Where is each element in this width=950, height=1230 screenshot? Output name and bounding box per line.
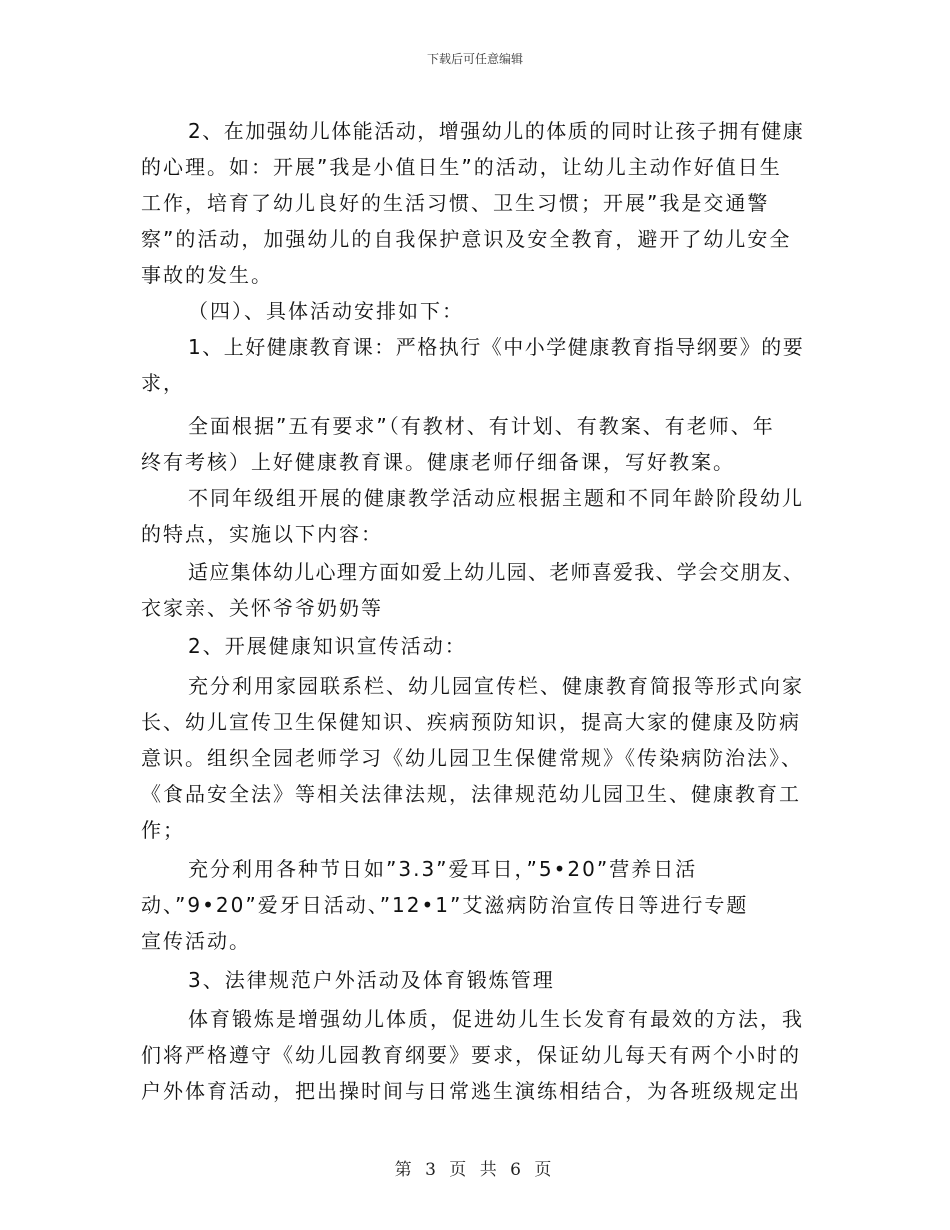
text-line: 动、”9•20”爱牙日活动、”12•1”艾滋病防治宣传日等进行专题 (141, 893, 749, 917)
text-line: 终有考核）上好健康教育课。健康老师仔细备课，写好教案。 (141, 450, 735, 474)
text-line: 不同年级组开展的健康教学活动应根据主题和不同年龄阶段幼儿 (188, 486, 804, 510)
text-line: 适应集体幼儿心理方面如爱上幼儿园、老师喜爱我、学会交朋友、 (188, 560, 805, 584)
text-line: 户外体育活动，把出操时间与日常逃生演练相结合，为各班级规定出 (141, 1079, 801, 1103)
text-line: 1、上好健康教育课：严格执行《中小学健康教育指导纲要》的要 (188, 335, 805, 359)
text-line: 充分利用各种节日如”3.3”爱耳日，”5•20”营养日活 (188, 857, 698, 881)
text-line: 意识。组织全园老师学习《幼儿园卫生保健常规》《传染病防治法》、 (141, 746, 803, 770)
page-footer: 第 3 页 共 6 页 (394, 1160, 556, 1180)
text-line: 衣家亲、关怀爷爷奶奶等 (141, 596, 383, 620)
text-line: 的特点，实施以下内容： (141, 522, 383, 546)
text-line: 作； (141, 818, 185, 842)
text-line: 们将严格遵守《幼儿园教育纲要》要求，保证幼儿每天有两个小时的 (141, 1043, 801, 1067)
page-header: 下载后可任意编辑 (426, 52, 523, 66)
section-heading: 2、开展健康知识宣传活动： (188, 634, 467, 658)
text-line: 事故的发生。 (141, 263, 273, 287)
text-line: 充分利用家园联系栏、幼儿园宣传栏、健康教育简报等形式向家 (188, 674, 804, 698)
text-line: 体育锻炼是增强幼儿体质，促进幼儿生长发育有最效的方法，我 (188, 1007, 804, 1031)
text-line: 求， (141, 371, 185, 395)
text-line: 2、在加强幼儿体能活动，增强幼儿的体质的同时让孩子拥有健康 (188, 119, 805, 143)
section-heading: （四）、具体活动安排如下： (188, 299, 464, 323)
text-line: 长、幼儿宣传卫生保健知识、疾病预防知识，提高大家的健康及防病 (141, 710, 801, 734)
text-line: 察”的活动，加强幼儿的自我保护意识及安全教育，避开了幼儿安全 (141, 227, 792, 251)
section-heading: 3、法律规范户外活动及体育锻炼管理 (188, 968, 555, 992)
text-line: 宣传活动。 (141, 929, 251, 953)
text-line: 的心理。如：开展”我是小值日生”的活动，让幼儿主动作好值日生 (141, 155, 782, 179)
text-line: 工作，培育了幼儿良好的生活习惯、卫生习惯；开展”我是交通警 (141, 191, 770, 215)
text-line: 《食品安全法》等相关法律法规，法律规范幼儿园卫生、健康教育工 (141, 782, 801, 806)
text-line: 全面根据”五有要求”（有教材、有计划、有教案、有老师、年 (188, 414, 775, 438)
